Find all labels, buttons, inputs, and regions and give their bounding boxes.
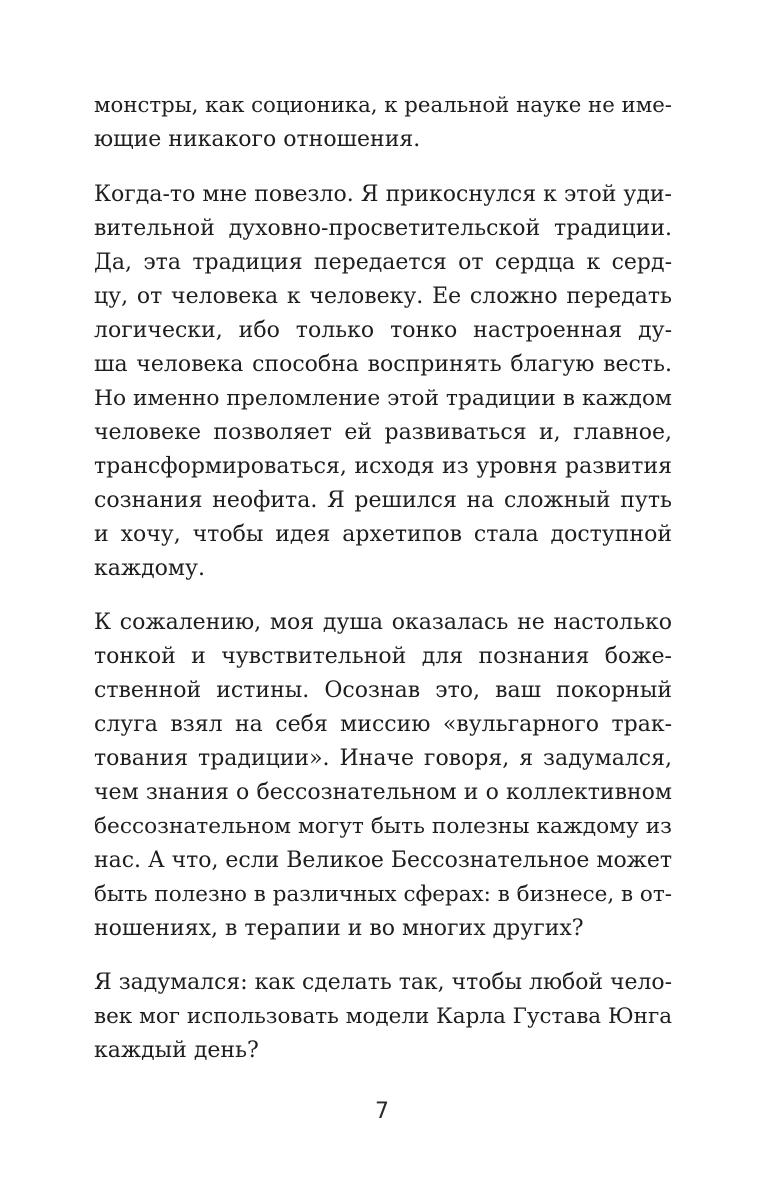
text-line: К сожалению, моя душа оказалась не настолько	[94, 610, 672, 635]
text-line: век мог использовать модели Карла Густава Юнга	[94, 1004, 672, 1029]
text-line: тования традиции». Иначе говоря, я задумался,	[94, 746, 672, 771]
text-line: Да, эта традиция передается от сердца к серд-	[94, 250, 672, 275]
text-line: сознания неофита. Я решился на сложный путь	[94, 488, 672, 513]
text-line: Я задумался: как сделать так, чтобы любой чело-	[94, 970, 672, 995]
text-line: слуга взял на себя миссию «вульгарного трак-	[94, 712, 672, 737]
text-line: каждому.	[94, 556, 205, 581]
text-line: каждый день?	[94, 1038, 259, 1063]
text-line: чем знания о бессознательном и о коллективном	[94, 780, 672, 805]
text-line: цу, от человека к человеку. Ее сложно передать	[94, 284, 672, 309]
page-number: 7	[375, 1099, 389, 1124]
text-line: быть полезно в различных сферах: в бизнесе, в от-	[94, 882, 672, 907]
text-line: монстры, как соционика, к реальной науке не име-	[94, 93, 672, 118]
text-line: Но именно преломление этой традиции в каждом	[94, 386, 672, 411]
text-line: логически, ибо только тонко настроенная ду-	[94, 318, 672, 343]
text-line: и хочу, чтобы идея архетипов стала доступной	[94, 522, 672, 547]
text-line: человеке позволяет ей развиваться и, главное,	[94, 420, 672, 445]
text-line: ша человека способна воспринять благую весть.	[94, 352, 672, 377]
text-line: ственной истины. Осознав это, ваш покорный	[94, 678, 672, 703]
text-line: ющие никакого отношения.	[94, 127, 421, 152]
text-line: тонкой и чувствительной для познания боже-	[94, 644, 672, 669]
text-line: бессознательном могут быть полезны каждому из	[94, 814, 672, 839]
text-line: трансформироваться, исходя из уровня развития	[94, 454, 672, 479]
text-line: нас. А что, если Великое Бессознательное может	[94, 848, 672, 873]
text-line: Когда-то мне повезло. Я прикоснулся к этой уди-	[94, 182, 672, 207]
text-line: вительной духовно-просветительской традиции.	[94, 216, 672, 241]
text-line: ношениях, в терапии и во многих других?	[94, 916, 584, 941]
